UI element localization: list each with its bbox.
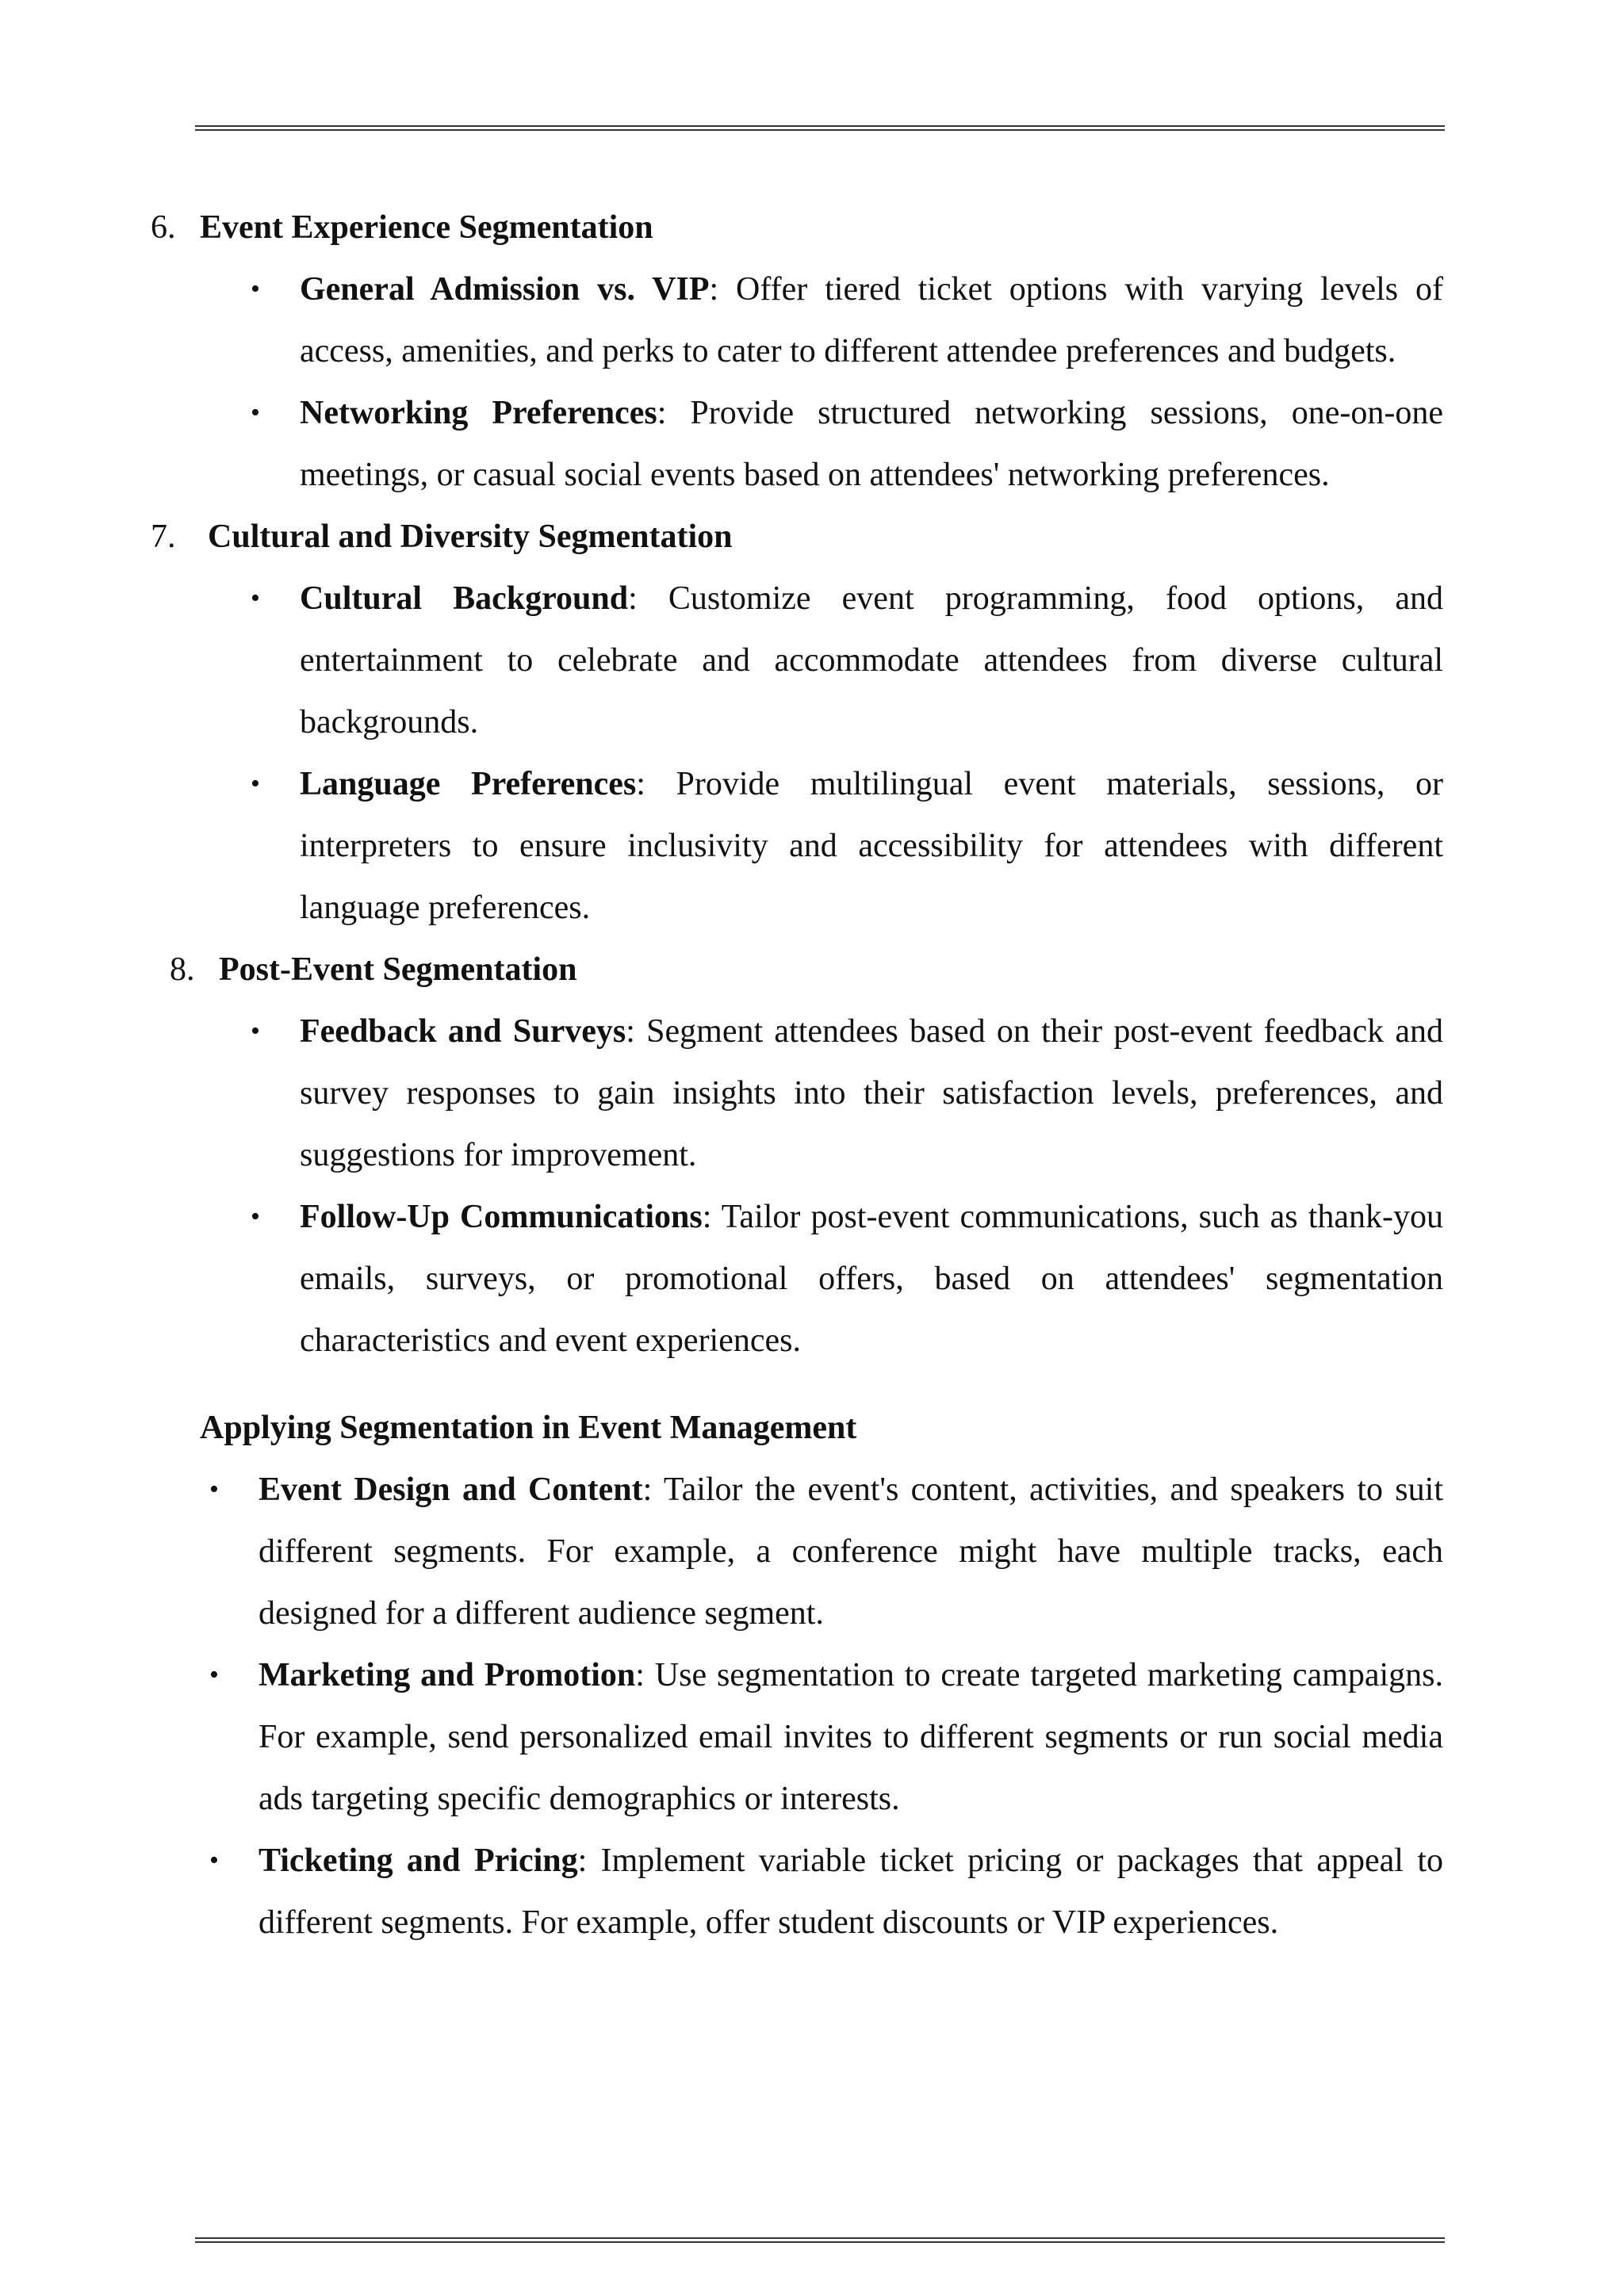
section-heading [0, 197, 1624, 258]
list-item-text [300, 258, 1443, 382]
list-item [0, 1459, 1624, 1644]
item-term: Event Design and Content [259, 1471, 643, 1508]
item-term: General Admission vs. VIP [300, 271, 710, 308]
list-item-text [300, 1186, 1443, 1372]
section-heading [0, 939, 1624, 1001]
list-item-text [259, 1830, 1443, 1954]
list-item-text [259, 1459, 1443, 1644]
list-item [0, 753, 1624, 939]
item-description: : Provide structured networking sessions, one-on-one meetings, or casual social events based on attendees' networking preferences. [300, 395, 1443, 493]
bullet-icon: • [251, 769, 260, 798]
item-term: Feedback and Surveys [300, 1013, 626, 1050]
bullet-icon: • [251, 398, 260, 427]
bullet-icon: • [209, 1660, 219, 1689]
item-description: : Tailor the event's content, activities, and speakers to suit different segments. For example, a conference might have multiple tracks, each designed for a different audience segment. [259, 1471, 1443, 1632]
list-item [0, 382, 1624, 506]
item-description: : Use segmentation to create targeted marketing campaigns. For example, send personalized email invites to different segments or run social media ads targeting specific demographics or interests. [259, 1657, 1443, 1817]
list-item-text [300, 382, 1443, 506]
item-description: : Implement variable ticket pricing or packages that appeal to different segments. For example, offer student discounts or VIP experiences. [259, 1843, 1443, 1941]
list-item-text [300, 568, 1443, 753]
section-number: 6. [151, 209, 176, 246]
bullet-icon: • [251, 1016, 260, 1046]
list-item [0, 258, 1624, 382]
section-number: 8. [170, 951, 195, 988]
document-body [0, 197, 1624, 1954]
section-title: Cultural and Diversity Segmentation [208, 519, 733, 555]
applying-heading: Applying Segmentation in Event Management [200, 1410, 857, 1446]
footer-rule [195, 2237, 1445, 2243]
list-item [0, 1644, 1624, 1830]
item-term: Language Preferences [300, 766, 637, 802]
bullet-icon: • [209, 1475, 219, 1504]
section-title: Event Experience Segmentation [200, 209, 653, 246]
bullet-icon: • [209, 1846, 219, 1875]
list-item [0, 568, 1624, 753]
section-number: 7. [151, 519, 176, 555]
bullet-icon: • [251, 274, 260, 304]
item-description: : Tailor post-event communications, such as thank-you emails, surveys, or promotional offers, based on attendees' segmentation characteristics and event experiences. [300, 1199, 1443, 1359]
bullet-icon: • [251, 1202, 260, 1231]
bullet-icon: • [251, 584, 260, 613]
item-description: : Provide multilingual event materials, sessions, or interpreters to ensure inclusivity and accessibility for attendees with different language preferences. [300, 766, 1443, 926]
item-term: Follow-Up Communications [300, 1199, 703, 1235]
section-heading [0, 506, 1624, 568]
header-rule [195, 125, 1445, 131]
item-description: : Offer tiered ticket options with varying levels of access, amenities, and perks to cater to different attendee preferences and budgets. [300, 271, 1443, 369]
list-item [0, 1001, 1624, 1186]
list-item-text [259, 1644, 1443, 1830]
list-item [0, 1186, 1624, 1372]
item-term: Marketing and Promotion [259, 1657, 636, 1693]
list-item-text [300, 753, 1443, 939]
item-term: Cultural Background [300, 580, 629, 617]
item-description: : Segment attendees based on their post-event feedback and survey responses to gain insights into their satisfaction levels, preferences, and suggestions for improvement. [300, 1013, 1444, 1173]
item-term: Ticketing and Pricing [259, 1843, 578, 1879]
item-description: : Customize event programming, food options, and entertainment to celebrate and accommodate attendees from diverse cultural backgrounds. [300, 580, 1443, 740]
list-item-text [300, 1001, 1443, 1186]
section-title: Post-Event Segmentation [219, 951, 577, 988]
item-term: Networking Preferences [300, 395, 657, 431]
list-item [0, 1830, 1624, 1954]
